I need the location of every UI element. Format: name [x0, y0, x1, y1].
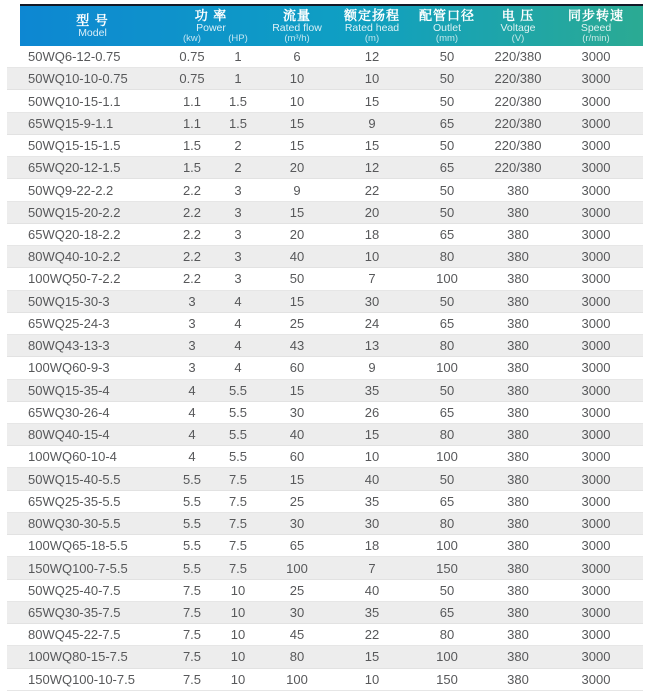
head-cell: 9 [368, 360, 376, 376]
model-cell: 100WQ80-15-7.5 [28, 649, 128, 665]
col-header-head-cn: 额定扬程 [343, 7, 400, 23]
table-row [7, 90, 643, 112]
flow-cell: 30 [289, 604, 305, 620]
voltage-cell: 380 [507, 382, 529, 398]
voltage-cell: 380 [507, 293, 529, 309]
voltage-cell: 380 [507, 249, 529, 265]
flow-cell: 15 [289, 204, 305, 220]
power-hp-cell: 4 [234, 360, 242, 376]
outlet-cell: 65 [439, 604, 455, 620]
power-hp-cell: 1 [234, 71, 242, 87]
model-cell: 50WQ15-40-5.5 [28, 471, 121, 487]
table-body [7, 46, 643, 691]
table-row [7, 113, 643, 135]
speed-cell: 3000 [581, 249, 611, 265]
table-row [7, 157, 643, 179]
power-hp-cell: 10 [230, 582, 246, 598]
head-cell: 18 [364, 226, 380, 242]
outlet-cell: 50 [439, 93, 455, 109]
power-kw-cell: 0.75 [179, 49, 205, 65]
outlet-cell: 65 [439, 226, 455, 242]
power-kw-cell: 7.5 [182, 582, 202, 598]
head-cell: 35 [364, 382, 380, 398]
outlet-cell: 50 [439, 471, 455, 487]
power-kw-cell: 3 [188, 360, 196, 376]
speed-cell: 3000 [581, 627, 611, 643]
speed-cell: 3000 [581, 338, 611, 354]
voltage-cell: 220/380 [494, 115, 542, 131]
outlet-cell: 50 [439, 182, 455, 198]
table-row [7, 491, 643, 513]
table-row [7, 424, 643, 446]
flow-cell: 20 [289, 160, 305, 176]
head-cell: 35 [364, 493, 380, 509]
model-cell: 100WQ60-10-4 [28, 449, 117, 465]
flow-cell: 15 [289, 471, 305, 487]
speed-cell: 3000 [581, 93, 611, 109]
voltage-cell: 380 [507, 516, 529, 532]
flow-cell: 45 [289, 627, 305, 643]
model-cell: 80WQ45-22-7.5 [28, 627, 121, 643]
outlet-cell: 100 [436, 538, 458, 554]
power-kw-cell: 5.5 [182, 471, 202, 487]
flow-cell: 25 [289, 493, 305, 509]
power-kw-cell: 4 [188, 404, 196, 420]
power-kw-cell: 5.5 [182, 560, 202, 576]
col-header-speed-cn: 同步转速 [567, 7, 624, 23]
col-header-power-en: Power [196, 22, 226, 35]
col-header-flow-en: Rated flow [272, 22, 322, 35]
table-row [7, 46, 643, 68]
voltage-cell: 380 [507, 315, 529, 331]
power-kw-cell: 0.75 [179, 71, 205, 87]
head-cell: 22 [364, 627, 380, 643]
speed-cell: 3000 [581, 404, 611, 420]
outlet-cell: 80 [439, 338, 455, 354]
col-header-power [165, 8, 257, 45]
col-header-speed-unit: (r/min) [582, 33, 610, 45]
table-header-row [20, 4, 643, 46]
power-hp-cell: 1.5 [228, 115, 248, 131]
power-kw-cell: 2.2 [182, 182, 202, 198]
outlet-cell: 100 [436, 271, 458, 287]
model-cell: 65WQ20-12-1.5 [28, 160, 121, 176]
power-kw-cell: 2.2 [182, 271, 202, 287]
flow-cell: 15 [289, 293, 305, 309]
table-row [7, 291, 643, 313]
flow-cell: 100 [286, 560, 308, 576]
voltage-cell: 380 [507, 338, 529, 354]
flow-cell: 25 [289, 315, 305, 331]
model-cell: 100WQ65-18-5.5 [28, 538, 128, 554]
col-header-head [337, 8, 407, 45]
power-kw-cell: 7.5 [182, 649, 202, 665]
flow-cell: 6 [293, 49, 301, 65]
speed-cell: 3000 [581, 493, 611, 509]
speed-cell: 3000 [581, 649, 611, 665]
power-hp-cell: 1 [234, 49, 242, 65]
model-cell: 50WQ15-35-4 [28, 382, 110, 398]
power-kw-cell: 7.5 [182, 604, 202, 620]
speed-cell: 3000 [581, 560, 611, 576]
speed-cell: 3000 [581, 71, 611, 87]
power-hp-cell: 4 [234, 338, 242, 354]
power-hp-cell: 7.5 [228, 516, 248, 532]
head-cell: 22 [364, 182, 380, 198]
speed-cell: 3000 [581, 204, 611, 220]
head-cell: 10 [364, 71, 380, 87]
flow-cell: 30 [289, 404, 305, 420]
power-hp-cell: 5.5 [228, 382, 248, 398]
outlet-cell: 50 [439, 71, 455, 87]
speed-cell: 3000 [581, 382, 611, 398]
head-cell: 18 [364, 538, 380, 554]
speed-cell: 3000 [581, 471, 611, 487]
table-row [7, 402, 643, 424]
model-cell: 50WQ9-22-2.2 [28, 182, 114, 198]
outlet-cell: 150 [436, 671, 458, 687]
col-header-power-cn: 功 率 [194, 7, 228, 23]
power-hp-cell: 4 [234, 293, 242, 309]
col-header-flow [257, 8, 337, 45]
speed-cell: 3000 [581, 138, 611, 154]
model-cell: 65WQ25-24-3 [28, 315, 110, 331]
voltage-cell: 380 [507, 538, 529, 554]
head-cell: 30 [364, 516, 380, 532]
head-cell: 30 [364, 293, 380, 309]
voltage-cell: 220/380 [494, 49, 542, 65]
flow-cell: 30 [289, 516, 305, 532]
col-header-voltage [487, 8, 549, 45]
voltage-cell: 380 [507, 582, 529, 598]
outlet-cell: 150 [436, 560, 458, 576]
power-hp-cell: 7.5 [228, 560, 248, 576]
outlet-cell: 50 [439, 138, 455, 154]
speed-cell: 3000 [581, 226, 611, 242]
flow-cell: 15 [289, 382, 305, 398]
table-row [7, 624, 643, 646]
outlet-cell: 80 [439, 249, 455, 265]
voltage-cell: 380 [507, 404, 529, 420]
power-hp-cell: 7.5 [228, 538, 248, 554]
outlet-cell: 50 [439, 382, 455, 398]
col-header-head-en: Rated head [344, 22, 400, 35]
flow-cell: 40 [289, 249, 305, 265]
outlet-cell: 65 [439, 493, 455, 509]
power-hp-cell: 4 [234, 315, 242, 331]
speed-cell: 3000 [581, 360, 611, 376]
power-kw-cell: 5.5 [182, 493, 202, 509]
power-kw-cell: 3 [188, 293, 196, 309]
col-header-speed-en: Speed [580, 22, 612, 35]
speed-cell: 3000 [581, 582, 611, 598]
model-cell: 80WQ40-15-4 [28, 427, 110, 443]
voltage-cell: 220/380 [494, 71, 542, 87]
flow-cell: 43 [289, 338, 305, 354]
power-hp-cell: 2 [234, 138, 242, 154]
power-hp-cell: 5.5 [228, 427, 248, 443]
head-cell: 9 [368, 115, 376, 131]
model-cell: 100WQ60-9-3 [28, 360, 110, 376]
col-header-outlet-en: Outlet [432, 22, 461, 35]
model-cell: 80WQ40-10-2.2 [28, 249, 121, 265]
col-header-outlet-cn: 配管口径 [418, 7, 475, 23]
speed-cell: 3000 [581, 271, 611, 287]
voltage-cell: 380 [507, 471, 529, 487]
table-row [7, 179, 643, 201]
voltage-cell: 380 [507, 449, 529, 465]
col-header-power-units [165, 34, 257, 44]
voltage-cell: 380 [507, 360, 529, 376]
outlet-cell: 65 [439, 160, 455, 176]
col-header-head-unit: (m) [364, 33, 380, 45]
outlet-cell: 80 [439, 427, 455, 443]
head-cell: 13 [364, 338, 380, 354]
head-cell: 10 [364, 449, 380, 465]
head-cell: 7 [368, 271, 376, 287]
model-cell: 65WQ30-26-4 [28, 404, 110, 420]
table-row [7, 246, 643, 268]
voltage-cell: 220/380 [494, 138, 542, 154]
speed-cell: 3000 [581, 604, 611, 620]
outlet-cell: 65 [439, 404, 455, 420]
outlet-cell: 65 [439, 315, 455, 331]
voltage-cell: 380 [507, 671, 529, 687]
flow-cell: 60 [289, 360, 305, 376]
table-row [7, 535, 643, 557]
power-kw-cell: 4 [188, 427, 196, 443]
head-cell: 35 [364, 604, 380, 620]
voltage-cell: 380 [507, 204, 529, 220]
head-cell: 10 [364, 249, 380, 265]
voltage-cell: 380 [507, 649, 529, 665]
voltage-cell: 380 [507, 226, 529, 242]
power-hp-cell: 10 [230, 604, 246, 620]
model-cell: 65WQ15-9-1.1 [28, 115, 114, 131]
table-row [7, 669, 643, 691]
voltage-cell: 380 [507, 182, 529, 198]
table-row [7, 68, 643, 90]
power-hp-cell: 1.5 [228, 93, 248, 109]
flow-cell: 40 [289, 427, 305, 443]
flow-cell: 10 [289, 71, 305, 87]
model-cell: 50WQ25-40-7.5 [28, 582, 121, 598]
flow-cell: 60 [289, 449, 305, 465]
col-header-model-en: Model [78, 27, 107, 40]
voltage-cell: 220/380 [494, 160, 542, 176]
model-cell: 80WQ43-13-3 [28, 338, 110, 354]
speed-cell: 3000 [581, 293, 611, 309]
table-row [7, 468, 643, 490]
power-kw-cell: 2.2 [182, 249, 202, 265]
outlet-cell: 80 [439, 627, 455, 643]
power-hp-cell: 2 [234, 160, 242, 176]
speed-cell: 3000 [581, 160, 611, 176]
power-kw-cell: 1.1 [182, 93, 202, 109]
outlet-cell: 65 [439, 115, 455, 131]
outlet-cell: 50 [439, 49, 455, 65]
speed-cell: 3000 [581, 449, 611, 465]
head-cell: 15 [364, 93, 380, 109]
table-row [7, 224, 643, 246]
head-cell: 20 [364, 204, 380, 220]
flow-cell: 65 [289, 538, 305, 554]
head-cell: 12 [364, 160, 380, 176]
model-cell: 50WQ15-20-2.2 [28, 204, 121, 220]
power-kw-cell: 5.5 [182, 538, 202, 554]
voltage-cell: 380 [507, 627, 529, 643]
power-kw-cell: 4 [188, 449, 196, 465]
voltage-cell: 380 [507, 493, 529, 509]
head-cell: 40 [364, 582, 380, 598]
col-header-voltage-cn: 电 压 [501, 7, 535, 23]
power-hp-cell: 3 [234, 249, 242, 265]
table-row [7, 557, 643, 579]
table-row [7, 357, 643, 379]
head-cell: 24 [364, 315, 380, 331]
head-cell: 15 [364, 138, 380, 154]
table-row [7, 313, 643, 335]
col-header-speed [549, 8, 643, 45]
power-kw-cell: 7.5 [182, 627, 202, 643]
voltage-cell: 220/380 [494, 93, 542, 109]
flow-cell: 10 [289, 93, 305, 109]
head-cell: 7 [368, 560, 376, 576]
flow-cell: 15 [289, 138, 305, 154]
model-cell: 100WQ50-7-2.2 [28, 271, 121, 287]
power-hp-cell: 3 [234, 271, 242, 287]
voltage-cell: 380 [507, 271, 529, 287]
power-hp-cell: 3 [234, 182, 242, 198]
power-hp-cell: 7.5 [228, 493, 248, 509]
col-header-power-unit-kw: (kw) [183, 33, 201, 45]
outlet-cell: 100 [436, 649, 458, 665]
power-kw-cell: 2.2 [182, 204, 202, 220]
power-hp-cell: 5.5 [228, 449, 248, 465]
speed-cell: 3000 [581, 516, 611, 532]
outlet-cell: 80 [439, 516, 455, 532]
power-hp-cell: 10 [230, 649, 246, 665]
voltage-cell: 380 [507, 604, 529, 620]
power-kw-cell: 1.5 [182, 138, 202, 154]
col-header-power-unit-hp: (HP) [228, 33, 248, 45]
power-kw-cell: 3 [188, 315, 196, 331]
power-hp-cell: 5.5 [228, 404, 248, 420]
table-row [7, 646, 643, 668]
power-kw-cell: 7.5 [182, 671, 202, 687]
col-header-flow-cn: 流量 [282, 7, 311, 23]
table-row [7, 446, 643, 468]
table-row [7, 513, 643, 535]
voltage-cell: 380 [507, 427, 529, 443]
power-kw-cell: 1.5 [182, 160, 202, 176]
model-cell: 65WQ20-18-2.2 [28, 226, 121, 242]
power-kw-cell: 3 [188, 338, 196, 354]
outlet-cell: 50 [439, 204, 455, 220]
flow-cell: 50 [289, 271, 305, 287]
model-cell: 50WQ15-15-1.5 [28, 138, 121, 154]
col-header-voltage-unit: (V) [511, 33, 525, 45]
speed-cell: 3000 [581, 49, 611, 65]
table-row [7, 202, 643, 224]
model-cell: 50WQ10-15-1.1 [28, 93, 121, 109]
power-kw-cell: 1.1 [182, 115, 202, 131]
outlet-cell: 100 [436, 360, 458, 376]
model-cell: 80WQ30-30-5.5 [28, 516, 121, 532]
power-hp-cell: 10 [230, 627, 246, 643]
speed-cell: 3000 [581, 427, 611, 443]
flow-cell: 20 [289, 226, 305, 242]
table-row [7, 135, 643, 157]
col-header-voltage-en: Voltage [500, 22, 536, 35]
power-hp-cell: 3 [234, 204, 242, 220]
speed-cell: 3000 [581, 115, 611, 131]
power-hp-cell: 10 [230, 671, 246, 687]
power-kw-cell: 2.2 [182, 226, 202, 242]
speed-cell: 3000 [581, 671, 611, 687]
flow-cell: 100 [286, 671, 308, 687]
outlet-cell: 50 [439, 582, 455, 598]
model-cell: 50WQ6-12-0.75 [28, 49, 121, 65]
table-row [7, 380, 643, 402]
model-cell: 50WQ10-10-0.75 [28, 71, 128, 87]
head-cell: 40 [364, 471, 380, 487]
outlet-cell: 50 [439, 293, 455, 309]
model-cell: 65WQ30-35-7.5 [28, 604, 121, 620]
table-row [7, 602, 643, 624]
head-cell: 10 [364, 671, 380, 687]
head-cell: 26 [364, 404, 380, 420]
table-row [7, 335, 643, 357]
head-cell: 15 [364, 649, 380, 665]
model-cell: 50WQ15-30-3 [28, 293, 110, 309]
power-kw-cell: 4 [188, 382, 196, 398]
flow-cell: 15 [289, 115, 305, 131]
power-hp-cell: 3 [234, 226, 242, 242]
power-hp-cell: 7.5 [228, 471, 248, 487]
model-cell: 150WQ100-7-5.5 [28, 560, 128, 576]
flow-cell: 9 [293, 182, 301, 198]
table-row [7, 580, 643, 602]
table-row [7, 268, 643, 290]
col-header-outlet-unit: (mm) [435, 33, 459, 45]
col-header-model [20, 13, 165, 40]
flow-cell: 25 [289, 582, 305, 598]
col-header-outlet [407, 8, 487, 45]
voltage-cell: 380 [507, 560, 529, 576]
head-cell: 15 [364, 427, 380, 443]
speed-cell: 3000 [581, 315, 611, 331]
col-header-flow-unit: (m³/h) [284, 33, 310, 45]
model-cell: 65WQ25-35-5.5 [28, 493, 121, 509]
power-kw-cell: 5.5 [182, 516, 202, 532]
outlet-cell: 100 [436, 449, 458, 465]
speed-cell: 3000 [581, 538, 611, 554]
flow-cell: 80 [289, 649, 305, 665]
head-cell: 12 [364, 49, 380, 65]
col-header-model-cn: 型 号 [76, 12, 109, 28]
speed-cell: 3000 [581, 182, 611, 198]
model-cell: 150WQ100-10-7.5 [28, 671, 135, 687]
